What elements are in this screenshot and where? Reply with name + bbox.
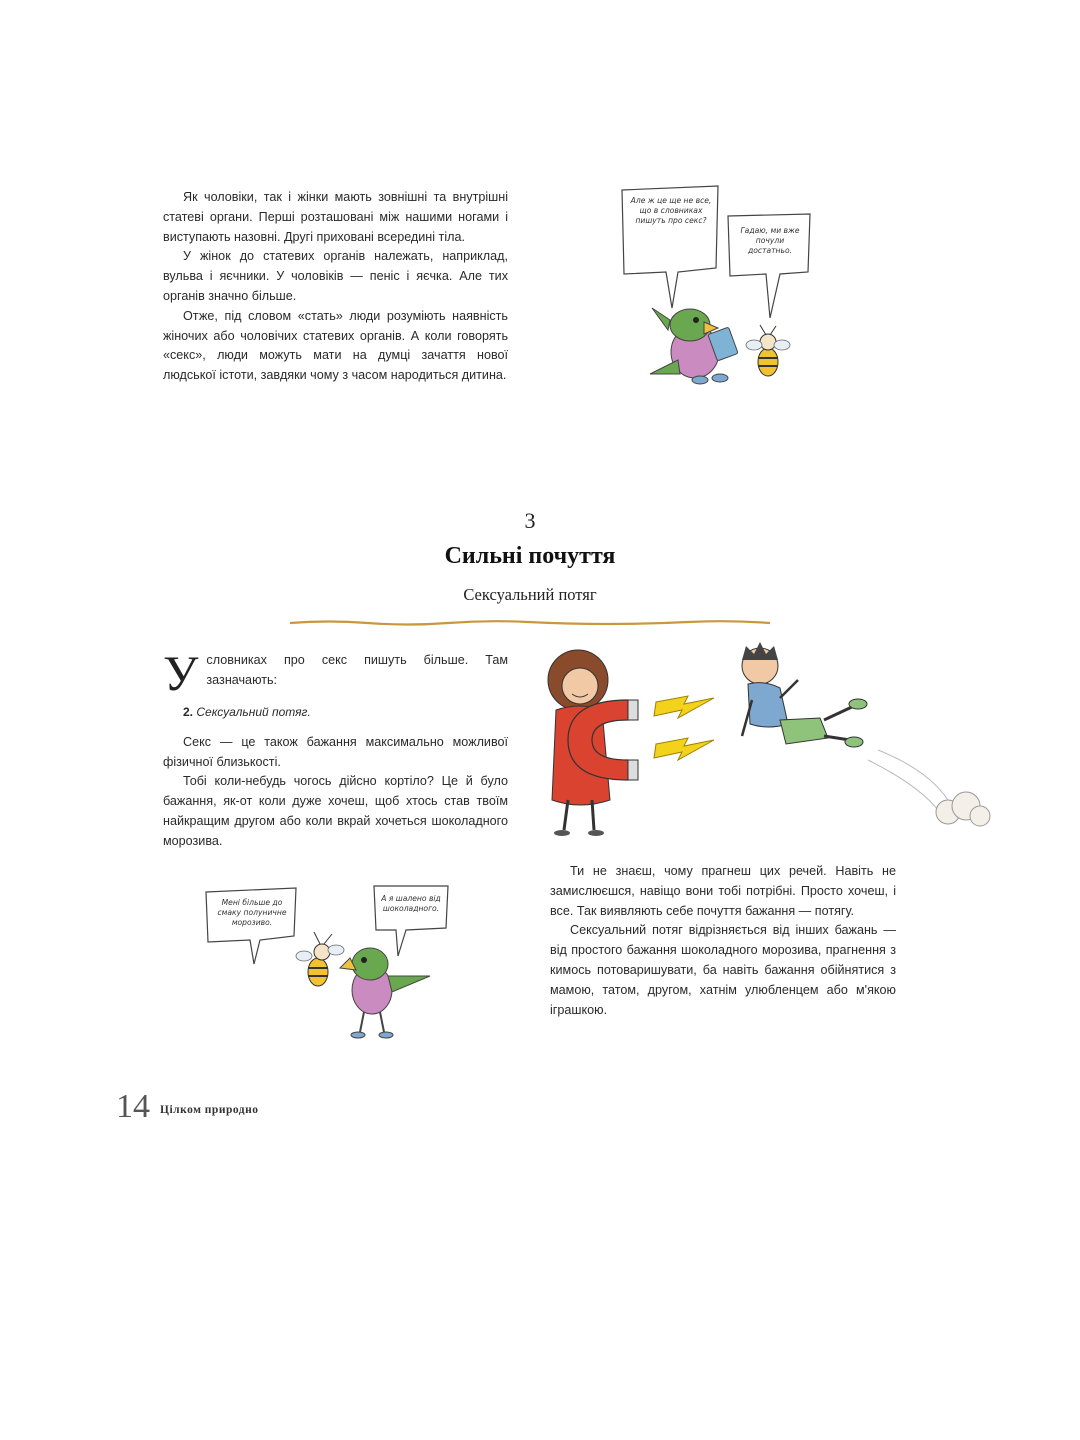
parrot-icon <box>340 948 430 1038</box>
drop-cap: У <box>163 645 199 701</box>
top-paragraph-1: Як чоловіки, так і жінки мають зовнішні та внутрішні статеві органи. Перші розташовані між нашими ногами і виступають назовні. Другі приховані всередині тіла. <box>163 190 508 244</box>
top-illustration <box>600 180 840 410</box>
top-text-block <box>163 188 508 386</box>
mid-text-block <box>163 645 508 852</box>
bubble-right-text: А я шалено від шоколадного. <box>381 894 441 913</box>
bee-icon <box>746 325 790 376</box>
top-paragraph-2: У жінок до статевих органів належать, наприклад, вульва і яєчники. У чоловіків — пеніс і яєчка. Але тих органів значно більше. <box>163 249 508 303</box>
intro-paragraph: словниках про секс пишуть більше. Там зазначають: <box>206 653 508 687</box>
definition-item <box>183 703 508 723</box>
bubble-left-text: Але ж це ще не все, що в словниках пишуть про секс? <box>630 196 712 225</box>
right-paragraph-1: Ти не знаєш, чому прагнеш цих речей. Навіть не замислюєшся, навіщо вони тобі потрібні. Просто хочеш, і все. Так виявляють себе почуття бажання — потягу. <box>550 864 896 918</box>
top-paragraph-3: Отже, під словом «стать» люди розуміють наявність жіночих або чоловічих статевих органів. А коли говорять «секс», люди можуть мати на думці зачаття нової людської істоти, завдяки чому з часом народиться дитина. <box>163 308 508 383</box>
chapter-divider <box>288 616 772 634</box>
lightning-icon <box>654 738 714 760</box>
parrot-icon <box>650 308 738 384</box>
chapter-title: Сильні почуття <box>444 543 616 569</box>
boy-icon <box>742 642 867 747</box>
bubble-left-text: Мені більше до смаку полуничне морозиво. <box>217 898 287 927</box>
right-text-block <box>550 862 896 1020</box>
definition-text: Сексуальний потяг. <box>196 705 311 719</box>
page-number: 14 <box>116 1088 150 1125</box>
right-paragraph-2: Сексуальний потяг відрізняється від інших бажань — від простого бажання шоколадного морозива, прагнення з кимось потоваришувати, ба навіть бажання обійнятися з мамою, татом, другом, хатнім улюбленцем або м'якою іграшкою. <box>550 923 896 1017</box>
running-title: Цілком природно <box>160 1104 259 1116</box>
bubble-right-text: Гадаю, ми вже почули достатньо. <box>740 226 800 255</box>
chapter-number: 3 <box>524 508 536 533</box>
mid-paragraph-2: Тобі коли-небудь чогось дійсно кортіло? Це й було бажання, як-от коли дуже хочеш, щоб хтось став твоїм найкращим другом або коли вкрай хочеться шоколадного морозива. <box>163 774 508 848</box>
bee-icon <box>296 932 344 986</box>
mid-paragraph-1: Секс — це також бажання максимально можливої фізичної близькості. <box>163 734 508 769</box>
chapter-subtitle: Сексуальний потяг <box>463 585 597 604</box>
magnet-illustration <box>528 640 998 840</box>
definition-number: 2. <box>183 705 194 719</box>
lightning-icon <box>654 696 714 718</box>
bottom-illustration <box>200 880 450 1050</box>
dust-cloud-icon <box>868 750 990 826</box>
